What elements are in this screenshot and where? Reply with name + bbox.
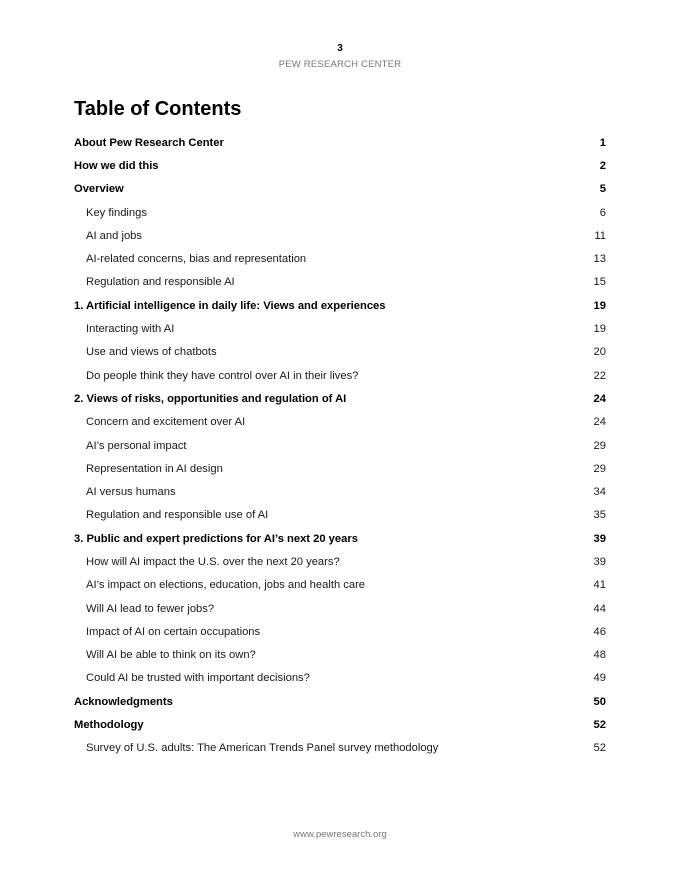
toc-entry-label: Representation in AI design bbox=[86, 462, 223, 475]
toc-entry-page: 20 bbox=[593, 346, 606, 359]
toc-section-entry[interactable] bbox=[74, 527, 606, 550]
toc-entry-label: About Pew Research Center bbox=[74, 136, 224, 149]
toc-subsection-entry[interactable] bbox=[74, 457, 606, 480]
toc-entry-page: 41 bbox=[593, 579, 606, 592]
toc-entry-label: Overview bbox=[74, 183, 124, 196]
toc-subsection-entry[interactable] bbox=[74, 620, 606, 643]
toc-section-entry[interactable] bbox=[74, 178, 606, 201]
toc-entry-label: Will AI be able to think on its own? bbox=[86, 649, 256, 662]
toc-entry-label: How will AI impact the U.S. over the next 20 years? bbox=[86, 555, 340, 568]
toc-entry-label: How we did this bbox=[74, 159, 159, 172]
toc-entry-page: 39 bbox=[593, 532, 606, 545]
toc-subsection-entry[interactable] bbox=[74, 224, 606, 247]
toc-subsection-entry[interactable] bbox=[74, 737, 606, 760]
toc-entry-page: 50 bbox=[593, 695, 606, 708]
toc-entry-page: 2 bbox=[599, 159, 606, 172]
toc-entry-page: 35 bbox=[593, 509, 606, 522]
toc-entry-page: 48 bbox=[593, 649, 606, 662]
toc-entry-page: 5 bbox=[599, 183, 606, 196]
toc-entry-label: Survey of U.S. adults: The American Trends Panel survey methodology bbox=[86, 742, 439, 755]
toc-entry-page: 1 bbox=[599, 136, 606, 149]
toc-section-entry[interactable] bbox=[74, 131, 606, 154]
toc-subsection-entry[interactable] bbox=[74, 411, 606, 434]
toc-entry-label: Acknowledgments bbox=[74, 695, 173, 708]
toc-entry-label: AI’s personal impact bbox=[86, 439, 187, 452]
toc-entry-page: 24 bbox=[593, 392, 606, 405]
toc-entry-label: Key findings bbox=[86, 206, 147, 219]
toc-entry-label: Interacting with AI bbox=[86, 323, 175, 336]
toc-entry-label: Use and views of chatbots bbox=[86, 346, 217, 359]
toc-subsection-entry[interactable] bbox=[74, 574, 606, 597]
toc-subsection-entry[interactable] bbox=[74, 667, 606, 690]
toc-entry-page: 39 bbox=[593, 555, 606, 568]
toc-subsection-entry[interactable] bbox=[74, 341, 606, 364]
toc-subsection-entry[interactable] bbox=[74, 271, 606, 294]
toc-entry-label: AI’s impact on elections, education, jobs and health care bbox=[86, 579, 366, 592]
toc-subsection-entry[interactable] bbox=[74, 644, 606, 667]
organization-header: PEW RESEARCH CENTER bbox=[278, 59, 402, 70]
toc-entry-label: Concern and excitement over AI bbox=[86, 416, 246, 429]
toc-section-entry[interactable] bbox=[74, 690, 606, 713]
toc-subsection-entry[interactable] bbox=[74, 364, 606, 387]
toc-entry-label: 3. Public and expert predictions for AI’s next 20 years bbox=[74, 532, 358, 545]
toc-entry-page: 19 bbox=[593, 299, 606, 312]
toc-entry-label: AI and jobs bbox=[86, 229, 142, 242]
table-of-contents bbox=[74, 131, 606, 760]
toc-entry-label: Could AI be trusted with important decisions? bbox=[86, 672, 310, 685]
toc-entry-page: 44 bbox=[593, 602, 606, 615]
footer-url[interactable]: www.pewresearch.org bbox=[293, 829, 387, 840]
toc-entry-page: 46 bbox=[593, 625, 606, 638]
toc-entry-page: 22 bbox=[593, 369, 606, 382]
toc-entry-page: 11 bbox=[594, 229, 606, 242]
toc-entry-page: 34 bbox=[593, 486, 606, 499]
toc-entry-label: 1. Artificial intelligence in daily life: Views and experiences bbox=[74, 299, 386, 312]
toc-title: Table of Contents bbox=[74, 98, 242, 120]
toc-subsection-entry[interactable] bbox=[74, 480, 606, 503]
toc-entry-label: Impact of AI on certain occupations bbox=[86, 625, 261, 638]
toc-entry-page: 49 bbox=[593, 672, 606, 685]
toc-section-entry[interactable] bbox=[74, 294, 606, 317]
toc-entry-label: Regulation and responsible AI bbox=[86, 276, 235, 289]
toc-entry-label: Will AI lead to fewer jobs? bbox=[86, 602, 215, 615]
toc-section-entry[interactable] bbox=[74, 154, 606, 177]
toc-section-entry[interactable] bbox=[74, 713, 606, 736]
toc-entry-label: Methodology bbox=[74, 719, 144, 732]
toc-subsection-entry[interactable] bbox=[74, 247, 606, 270]
toc-entry-page: 6 bbox=[599, 206, 606, 219]
page-number: 3 bbox=[337, 43, 343, 54]
toc-entry-page: 13 bbox=[593, 253, 606, 266]
toc-subsection-entry[interactable] bbox=[74, 597, 606, 620]
toc-subsection-entry[interactable] bbox=[74, 434, 606, 457]
toc-entry-label: AI-related concerns, bias and representation bbox=[86, 253, 307, 266]
toc-section-entry[interactable] bbox=[74, 387, 606, 410]
toc-entry-page: 29 bbox=[593, 462, 606, 475]
toc-entry-page: 15 bbox=[593, 276, 606, 289]
toc-entry-page: 52 bbox=[593, 742, 606, 755]
toc-entry-label: 2. Views of risks, opportunities and regulation of AI bbox=[74, 392, 347, 405]
toc-entry-page: 19 bbox=[593, 323, 606, 336]
toc-entry-page: 29 bbox=[593, 439, 606, 452]
toc-subsection-entry[interactable] bbox=[74, 317, 606, 340]
toc-entry-label: Regulation and responsible use of AI bbox=[86, 509, 269, 522]
toc-entry-page: 52 bbox=[593, 719, 606, 732]
toc-subsection-entry[interactable] bbox=[74, 504, 606, 527]
toc-entry-label: Do people think they have control over AI in their lives? bbox=[86, 369, 359, 382]
toc-subsection-entry[interactable] bbox=[74, 550, 606, 573]
toc-subsection-entry[interactable] bbox=[74, 201, 606, 224]
toc-entry-page: 24 bbox=[593, 416, 606, 429]
toc-entry-label: AI versus humans bbox=[86, 486, 176, 499]
